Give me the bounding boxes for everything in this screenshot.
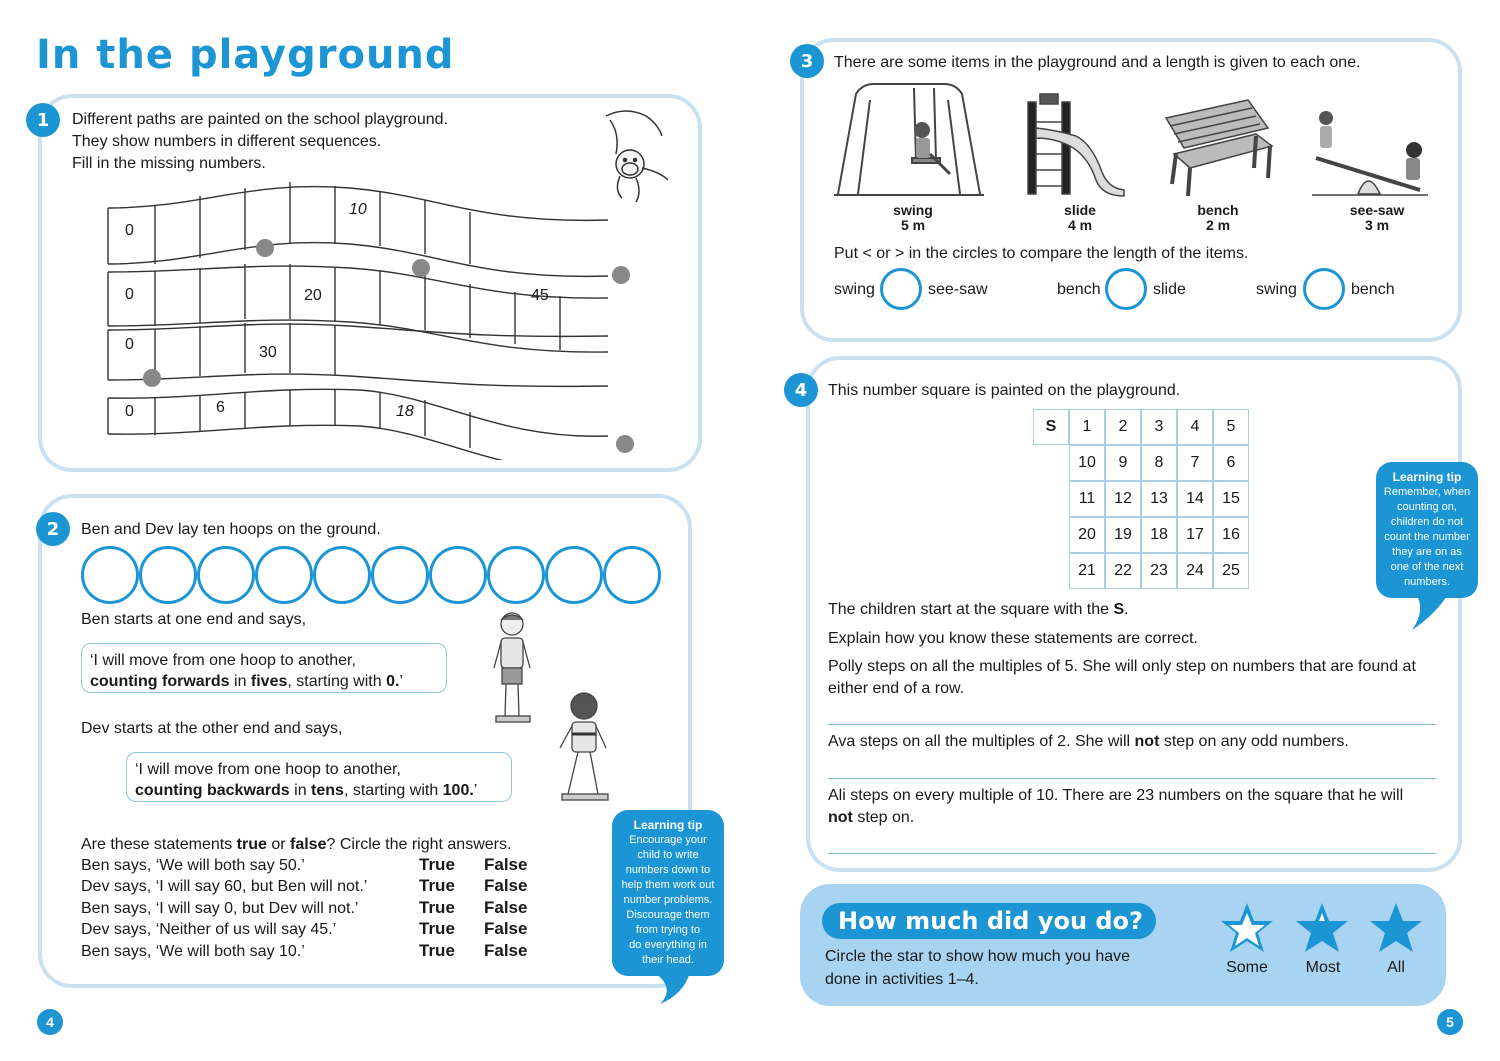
number-paths (100, 180, 640, 460)
grid-cell: 20 (1069, 517, 1105, 553)
true-option-5[interactable]: True (419, 941, 455, 960)
star-all-icon[interactable] (1368, 901, 1424, 955)
page-number-right: 5 (1437, 1009, 1463, 1035)
false-option-5[interactable]: False (484, 941, 528, 960)
grid-cell: 24 (1177, 553, 1213, 589)
hoop (429, 546, 487, 604)
see-saw-illustration (1310, 108, 1430, 198)
activity-3-number: 3 (790, 44, 824, 78)
grid-cell: 7 (1177, 445, 1213, 481)
path-3-value-1: 0 (125, 336, 134, 353)
grid-cell: 19 (1105, 517, 1141, 553)
ben-speech-bubble (81, 643, 447, 693)
grid-cell: 16 (1213, 517, 1249, 553)
polly-statement-line-2: either end of a row. (828, 680, 965, 697)
grid-cell: 23 (1141, 553, 1177, 589)
polly-answer-line[interactable] (828, 724, 1436, 725)
grid-cell-start: S (1033, 409, 1069, 445)
grid-cell: 11 (1069, 481, 1105, 517)
path-4-value-1: 0 (125, 403, 134, 420)
see-saw-label: see-saw 3 m (1349, 202, 1405, 233)
review-title: How much did you do? (822, 903, 1156, 939)
path-1-value-1: 0 (125, 222, 134, 239)
true-option-2[interactable]: True (419, 876, 455, 895)
grid-cell: 10 (1069, 445, 1105, 481)
activity-1-number: 1 (26, 103, 60, 137)
dev-speech-bubble (126, 752, 512, 802)
learning-tip-2-title: Learning tip (1392, 470, 1462, 484)
compare-1-left: swing (834, 281, 875, 298)
dev-quote-line-2: counting backwards in tens, starting with 100.’ (135, 782, 478, 799)
grid-cell: 15 (1213, 481, 1249, 517)
ava-statement: Ava steps on all the multiples of 2. She will not step on any odd numbers. (828, 733, 1349, 750)
grid-cell: 6 (1213, 445, 1249, 481)
compare-3-right: bench (1351, 281, 1395, 298)
grid-cell: 22 (1105, 553, 1141, 589)
compare-2-right: slide (1153, 281, 1186, 298)
path-2-value-1: 0 (125, 286, 134, 303)
q1-line-2: They show numbers in different sequences. (72, 133, 382, 150)
activity-2-number: 2 (36, 512, 70, 546)
bench-label: bench 2 m (1197, 202, 1239, 233)
q2-question: Are these statements true or false? Circle the right answers. (81, 836, 512, 853)
hoop (313, 546, 371, 604)
grid-cell: 8 (1141, 445, 1177, 481)
star-most-icon[interactable] (1294, 901, 1350, 955)
compare-2-circle[interactable] (1105, 268, 1147, 310)
path-2-value-2: 20 (304, 287, 322, 304)
flower-decoration (610, 264, 632, 286)
dev-quote-line-1: ‘I will move from one hoop to another, (135, 761, 401, 778)
q1-line-3: Fill in the missing numbers. (72, 155, 266, 172)
grid-cell: 5 (1213, 409, 1249, 445)
hoop (487, 546, 545, 604)
grid-cell: 9 (1105, 445, 1141, 481)
path-1-value-2: 10 (349, 201, 367, 218)
ben-quote-line-1: ‘I will move from one hoop to another, (90, 652, 356, 669)
false-option-3[interactable]: False (484, 898, 528, 917)
statement-1: Ben says, ‘We will both say 50.’ (81, 857, 305, 874)
review-line-1: Circle the star to show how much you have (825, 948, 1131, 965)
q3-instruction: Put < or > in the circles to compare the length of the items. (834, 245, 1249, 262)
compare-2-left: bench (1057, 281, 1101, 298)
hoop (371, 546, 429, 604)
grid-cell: 13 (1141, 481, 1177, 517)
grid-cell: 17 (1177, 517, 1213, 553)
path-2-value-3: 45 (531, 287, 549, 304)
star-all-label: All (1387, 959, 1405, 976)
q4-start-text: The children start at the square with the S. (828, 601, 1129, 618)
dev-starts-text: Dev starts at the other end and says, (81, 720, 343, 737)
grid-cell: 2 (1105, 409, 1141, 445)
swing-illustration (834, 82, 984, 198)
slide-label: slide 4 m (1064, 202, 1096, 233)
ben-quote-line-2: counting forwards in fives, starting with 0.’ (90, 673, 403, 690)
path-3-value-2: 30 (259, 344, 277, 361)
hoop (545, 546, 603, 604)
activity-4-number: 4 (784, 373, 818, 407)
swing-label: swing 5 m (893, 202, 933, 233)
grid-cell: 21 (1069, 553, 1105, 589)
grid-cell: 3 (1141, 409, 1177, 445)
statement-2: Dev says, ‘I will say 60, but Ben will not.’ (81, 878, 368, 895)
statement-5: Ben says, ‘We will both say 10.’ (81, 943, 305, 960)
grid-cell: 4 (1177, 409, 1213, 445)
learning-tip-2-tail (1410, 594, 1450, 632)
false-option-4[interactable]: False (484, 919, 528, 938)
compare-1-circle[interactable] (880, 268, 922, 310)
q2-intro: Ben and Dev lay ten hoops on the ground. (81, 521, 381, 538)
learning-tip-1-tail (654, 972, 694, 1006)
grid-cell: 25 (1213, 553, 1249, 589)
false-option-2[interactable]: False (484, 876, 528, 895)
bench-illustration (1160, 98, 1276, 198)
true-option-4[interactable]: True (419, 919, 455, 938)
ben-illustration (488, 610, 536, 726)
star-some-label: Some (1226, 959, 1268, 976)
grid-cell: 1 (1069, 409, 1105, 445)
ali-answer-line[interactable] (828, 853, 1436, 854)
dev-illustration (556, 690, 612, 806)
statement-4: Dev says, ‘Neither of us will say 45.’ (81, 921, 337, 938)
polly-statement-line-1: Polly steps on all the multiples of 5. She will only step on numbers that are found at (828, 658, 1416, 675)
hoop (139, 546, 197, 604)
flower-decoration (614, 433, 636, 455)
grid-cell: 12 (1105, 481, 1141, 517)
ben-starts-text: Ben starts at one end and says, (81, 611, 307, 628)
learning-tip-1-title: Learning tip (633, 818, 703, 832)
q1-line-1: Different paths are painted on the school playground. (72, 111, 448, 128)
ali-statement-line-1: Ali steps on every multiple of 10. There are 23 numbers on the square that he will (828, 787, 1404, 804)
grid-cell: 14 (1177, 481, 1213, 517)
ali-statement-line-2: not step on. (828, 809, 915, 826)
page-title: In the playground (36, 32, 455, 78)
q4-intro: This number square is painted on the playground. (828, 382, 1181, 399)
learning-tip-1: Learning tip Encourage your child to write numbers down to help them work out number problems. Discourage them from trying to do everything in their head. (612, 810, 724, 976)
compare-3-left: swing (1256, 281, 1297, 298)
hoop (603, 546, 661, 604)
review-line-2: done in activities 1–4. (825, 971, 979, 988)
hoop (255, 546, 313, 604)
grid-cell: 18 (1141, 517, 1177, 553)
true-option-1[interactable]: True (419, 855, 455, 874)
q3-intro: There are some items in the playground and a length is given to each one. (834, 54, 1361, 71)
path-4-value-3: 18 (396, 403, 414, 420)
hoop (81, 546, 139, 604)
true-option-3[interactable]: True (419, 898, 455, 917)
star-some-icon[interactable] (1219, 901, 1275, 955)
q4-explain-text: Explain how you know these statements are correct. (828, 630, 1198, 647)
page-number-left: 4 (37, 1009, 63, 1035)
statement-3: Ben says, ‘I will say 0, but Dev will not.’ (81, 900, 359, 917)
compare-3-circle[interactable] (1303, 268, 1345, 310)
hoop (197, 546, 255, 604)
false-option-1[interactable]: False (484, 855, 528, 874)
path-4-value-2: 6 (216, 399, 225, 416)
ava-answer-line[interactable] (828, 778, 1436, 779)
learning-tip-2: Learning tip Remember, when counting on, children do not count the number they are on as one of the next numbers. (1376, 462, 1478, 598)
compare-1-right: see-saw (928, 281, 988, 298)
star-most-label: Most (1305, 959, 1341, 976)
slide-illustration (1026, 92, 1126, 198)
